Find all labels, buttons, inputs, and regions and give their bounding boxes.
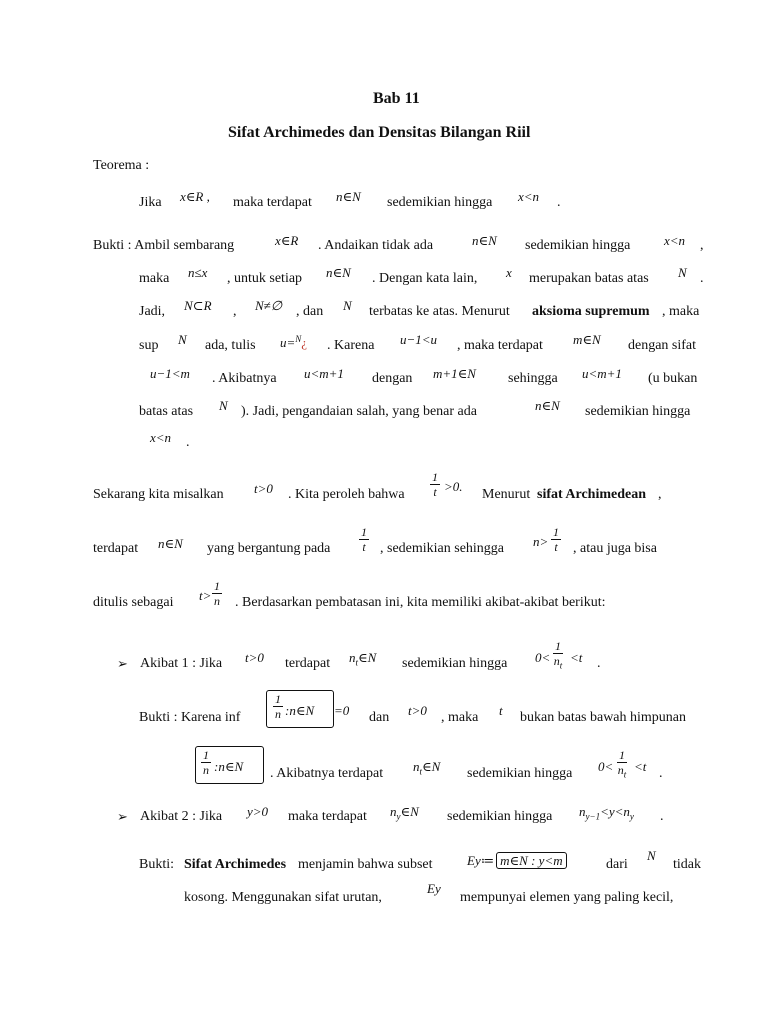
proof-math: m+1∈N bbox=[433, 366, 476, 381]
corollary-proof-math: N bbox=[647, 848, 656, 863]
corollary-proof-text: Bukti: bbox=[139, 857, 175, 872]
corollary-math: $n_t\in N$ bbox=[349, 650, 377, 668]
proof-text: , dan bbox=[296, 304, 324, 319]
proof-text: maka bbox=[139, 271, 170, 286]
proof-text: . bbox=[700, 271, 704, 286]
theorem-text: maka terdapat bbox=[233, 195, 312, 210]
theorem-label: Teorema : bbox=[93, 158, 150, 173]
paragraph-text: . Kita peroleh bahwa bbox=[288, 487, 405, 502]
fraction: $\frac{1}{t}$ bbox=[432, 470, 438, 499]
proof-text: sedemikian hingga bbox=[585, 404, 691, 419]
corollary-proof-math: t>0 bbox=[408, 703, 427, 718]
corollary-math: y>0 bbox=[247, 804, 269, 819]
corollary-math: $n_{y-1}<y<n_y$ bbox=[579, 804, 634, 822]
proof-text: . Karena bbox=[327, 338, 375, 353]
corollary-proof-math: Ey bbox=[427, 881, 441, 896]
bullet-arrow-icon: ➢ bbox=[117, 656, 128, 671]
proof-math: n∈N bbox=[326, 265, 351, 280]
corollary-proof-math: :n∈N bbox=[214, 759, 244, 774]
proof-text: batas atas bbox=[139, 404, 194, 419]
theorem-math: n∈N bbox=[336, 189, 361, 204]
paragraph-math: n> bbox=[533, 534, 549, 549]
fraction: $\frac{1}{t}$ bbox=[361, 525, 367, 554]
proof-text: merupakan batas atas bbox=[529, 271, 649, 286]
proof-math: u<m+1 bbox=[582, 366, 622, 381]
corollary-proof-text: menjamin bahwa subset bbox=[298, 857, 433, 872]
proof-math: x∈R bbox=[275, 233, 299, 248]
proof-math: N bbox=[678, 265, 687, 280]
proof-text: dengan bbox=[372, 371, 413, 386]
proof-text: , bbox=[233, 304, 237, 319]
proof-math: u−1<m bbox=[150, 366, 190, 381]
proof-math: N bbox=[178, 332, 187, 347]
proof-math: x bbox=[506, 265, 512, 280]
paragraph-math: t> bbox=[199, 588, 212, 603]
corollary-proof-text: . Akibatnya terdapat bbox=[270, 766, 384, 781]
corollary-proof-text: kosong. Menggunakan sifat urutan, bbox=[184, 890, 382, 905]
proof-text: , untuk setiap bbox=[227, 271, 303, 286]
proof-math: n∈N bbox=[472, 233, 497, 248]
proof-text: dengan sifat bbox=[628, 338, 697, 353]
corollary-proof-math: 0< bbox=[598, 759, 614, 774]
corollary-proof-math: <t bbox=[634, 759, 647, 774]
corollary-text: Akibat 2 : Jika bbox=[140, 809, 223, 824]
theorem-math: x∈R , bbox=[180, 189, 210, 204]
proof-text: . bbox=[186, 435, 190, 450]
theorem-text: Jika bbox=[139, 195, 162, 210]
corollary-math: <t bbox=[570, 650, 583, 665]
paragraph-text: Menurut bbox=[482, 487, 531, 502]
paragraph-math: t>0 bbox=[254, 481, 273, 496]
proof-math: N bbox=[343, 298, 352, 313]
corollary-proof-text: bukan batas bawah himpunan bbox=[520, 710, 687, 725]
paragraph-text: terdapat bbox=[93, 541, 139, 556]
paragraph-text: ditulis sebagai bbox=[93, 595, 174, 610]
proof-bold-term: aksioma supremum bbox=[532, 304, 650, 319]
corollary-proof-text: tidak bbox=[673, 857, 701, 872]
proof-text: ada, tulis bbox=[205, 338, 256, 353]
paragraph-text: , bbox=[658, 487, 662, 502]
fraction: $\frac{1}{n}$ bbox=[214, 579, 220, 608]
corollary-proof-text: dan bbox=[369, 710, 390, 725]
paragraph-text: , atau juga bisa bbox=[573, 541, 657, 556]
proof-text: Bukti : Ambil sembarang bbox=[93, 238, 235, 253]
proof-text: (u bukan bbox=[648, 371, 698, 386]
proof-text: ). Jadi, pengandaian salah, yang benar ada bbox=[241, 404, 477, 419]
corollary-proof-math: t bbox=[499, 703, 503, 718]
paragraph-text: . Berdasarkan pembatasan ini, kita memiliki akibat-akibat berikut: bbox=[235, 595, 606, 610]
proof-math: u=$^N$¿ bbox=[280, 334, 308, 350]
proof-text: sup bbox=[139, 338, 159, 353]
corollary-proof-text: Bukti : Karena inf bbox=[139, 710, 241, 725]
corollary-proof-text: mempunyai elemen yang paling kecil, bbox=[460, 890, 674, 905]
corollary-text: sedemikian hingga bbox=[447, 809, 553, 824]
proof-text: terbatas ke atas. Menurut bbox=[369, 304, 510, 319]
corollary-text: maka terdapat bbox=[288, 809, 367, 824]
proof-text: sehingga bbox=[508, 371, 558, 386]
corollary-math: $n_y\in N$ bbox=[390, 804, 419, 822]
proof-math: n∈N bbox=[535, 398, 560, 413]
proof-text: . Dengan kata lain, bbox=[372, 271, 478, 286]
paragraph-text: , sedemikian sehingga bbox=[380, 541, 505, 556]
fraction: $\frac{1}{n_t}$ bbox=[553, 639, 563, 671]
proof-text: , maka bbox=[662, 304, 700, 319]
fraction: $\frac{1}{n}$ bbox=[275, 692, 281, 721]
corollary-math: t>0 bbox=[245, 650, 264, 665]
theorem-text: sedemikian hingga bbox=[387, 195, 493, 210]
corollary-text: sedemikian hingga bbox=[402, 656, 508, 671]
theorem-text: . bbox=[557, 195, 561, 210]
proof-math: n≤x bbox=[188, 265, 208, 280]
fraction: $\frac{1}{n_t}$ bbox=[617, 748, 627, 780]
proof-text: . Andaikan tidak ada bbox=[318, 238, 434, 253]
corollary-proof-math: =0 bbox=[334, 703, 350, 718]
corollary-text: terdapat bbox=[285, 656, 331, 671]
proof-math: N⊂R bbox=[184, 298, 212, 313]
chapter-title: Sifat Archimedes dan Densitas Bilangan Riil bbox=[228, 124, 531, 141]
corollary-text: . bbox=[597, 656, 601, 671]
proof-text: , bbox=[700, 238, 704, 253]
proof-math: m∈N bbox=[573, 332, 601, 347]
corollary-proof-math: $n_t\in N$ bbox=[413, 759, 441, 777]
proof-text: , maka terdapat bbox=[457, 338, 543, 353]
proof-text: sedemikian hingga bbox=[525, 238, 631, 253]
paragraph-math: >0. bbox=[444, 479, 463, 494]
proof-math: x<n bbox=[664, 233, 686, 248]
corollary-proof-text: . bbox=[659, 766, 663, 781]
corollary-text: . bbox=[660, 809, 664, 824]
corollary-proof-bold-term: Sifat Archimedes bbox=[184, 857, 287, 872]
corollary-proof-math: :n∈N bbox=[285, 703, 315, 718]
proof-text: Jadi, bbox=[139, 304, 166, 319]
corollary-proof-text: sedemikian hingga bbox=[467, 766, 573, 781]
paragraph-bold-term: sifat Archimedean bbox=[537, 487, 647, 502]
proof-math: u<m+1 bbox=[304, 366, 344, 381]
corollary-proof-text: , maka bbox=[441, 710, 479, 725]
paragraph-math: n∈N bbox=[158, 536, 183, 551]
paragraph-text: yang bergantung pada bbox=[207, 541, 331, 556]
paragraph-text: Sekarang kita misalkan bbox=[93, 487, 224, 502]
proof-math: u−1<u bbox=[400, 332, 438, 347]
theorem-math: x<n bbox=[518, 189, 540, 204]
proof-math: N≠∅ bbox=[255, 298, 283, 313]
fraction: $\frac{1}{n}$ bbox=[203, 748, 209, 777]
proof-math: N bbox=[219, 398, 228, 413]
bullet-arrow-icon: ➢ bbox=[117, 809, 128, 824]
corollary-proof-math: Ey≔ m∈N : y<m bbox=[467, 852, 567, 869]
proof-math: x<n bbox=[150, 430, 172, 445]
corollary-math: 0< bbox=[535, 650, 551, 665]
corollary-proof-text: dari bbox=[606, 857, 628, 872]
chapter-number: Bab 11 bbox=[373, 90, 420, 107]
fraction: $\frac{1}{t}$ bbox=[553, 525, 559, 554]
corollary-text: Akibat 1 : Jika bbox=[140, 656, 223, 671]
proof-text: . Akibatnya bbox=[212, 371, 277, 386]
